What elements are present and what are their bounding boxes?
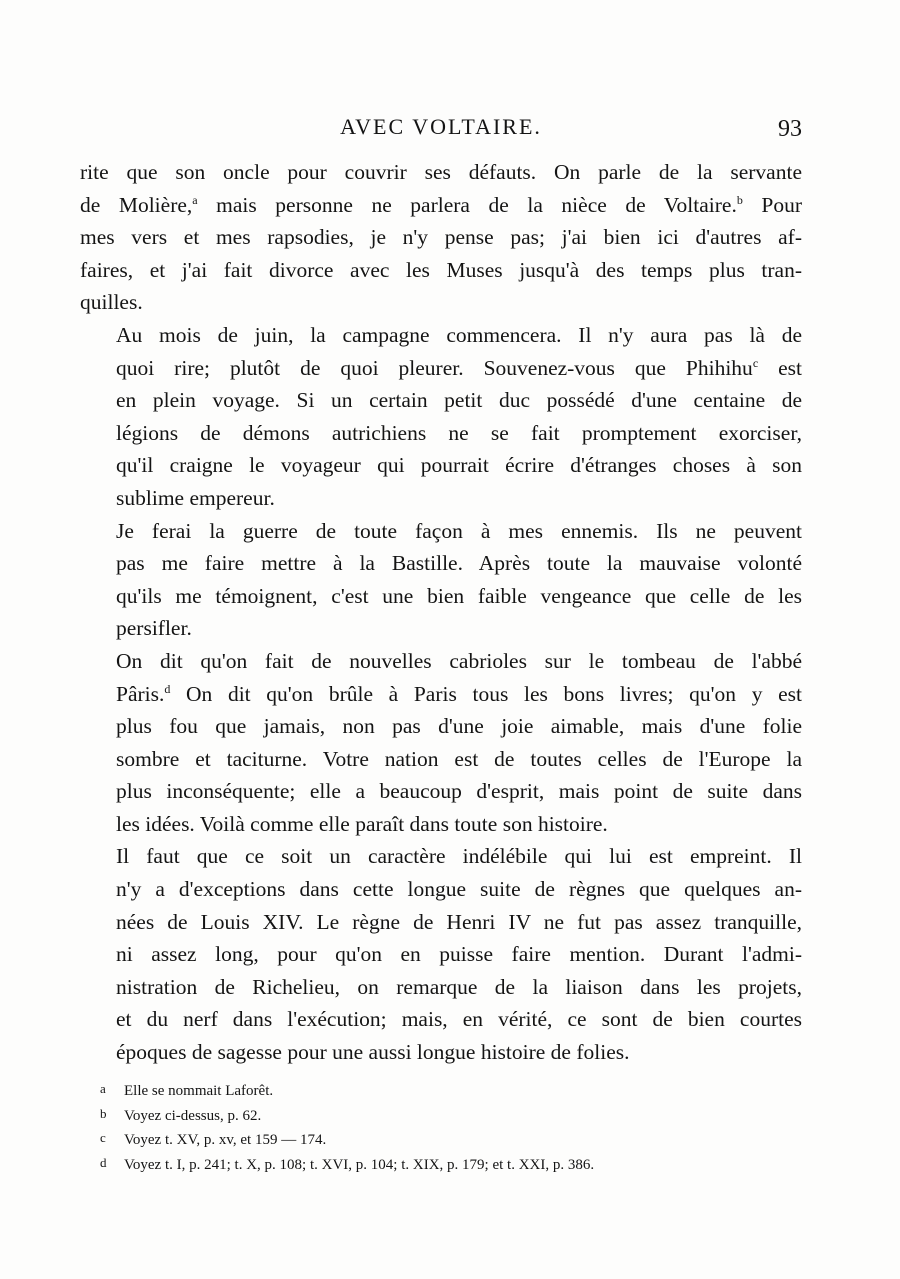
text-line: [80, 1003, 802, 1036]
text-segment: Pâris.: [116, 681, 165, 706]
text-line: [80, 906, 802, 939]
text-segment: nées de Louis XIV. Le règne de Henri IV ne fut pas assez tranquille,: [116, 909, 802, 934]
paragraph: [80, 515, 802, 645]
text-line: [80, 873, 802, 906]
text-line: [80, 547, 802, 580]
text-segment: en plein voyage. Si un certain petit duc possédé d'une centaine de: [116, 388, 802, 413]
footnote-mark: c: [100, 1130, 106, 1145]
text-segment: n'y a d'exceptions dans cette longue suite de règnes que quelques an-: [116, 877, 802, 902]
text-line: [80, 743, 802, 776]
text-line: [80, 710, 802, 743]
text-segment: Pour: [742, 192, 802, 217]
footnote-mark: b: [100, 1105, 107, 1121]
text-line: [80, 449, 802, 482]
text-line: [80, 482, 802, 515]
text-segment: Il faut que ce soit un caractère indélébile qui lui est empreint. Il: [116, 844, 802, 869]
text-line: [80, 1036, 802, 1069]
page-number: 93: [778, 116, 802, 142]
text-segment: rite que son oncle pour couvrir ses défauts. On parle de la servante: [80, 160, 802, 184]
text-segment: faires, et j'ai fait divorce avec les Muses jusqu'à des temps plus tran-: [80, 257, 802, 282]
text-line: [80, 808, 802, 841]
text-segment: mais personne ne parlera de la nièce de Voltaire.: [197, 192, 737, 217]
text-segment: plus fou que jamais, non pas d'une joie aimable, mais d'une folie: [116, 714, 802, 739]
text-segment: légions de démons autrichiens ne se fait promptement exorciser,: [116, 420, 802, 445]
footnote-text: Voyez t. XV, p. xv, et 159 — 174.: [124, 1132, 327, 1148]
text-line: [80, 189, 802, 222]
footnote: [100, 1103, 800, 1128]
footnote-reference: a: [192, 192, 198, 207]
text-line: [80, 319, 802, 352]
text-line: [80, 645, 802, 678]
footnotes: [100, 1078, 800, 1176]
text-line: [80, 286, 802, 319]
text-line: [80, 352, 802, 385]
text-line: [80, 938, 802, 971]
text-segment: quilles.: [80, 290, 143, 315]
text-line: [80, 612, 802, 645]
text-line: [80, 678, 802, 711]
text-line: [80, 221, 802, 254]
text-segment: plus inconséquente; elle a beaucoup d'esprit, mais point de suite dans: [116, 779, 802, 804]
paragraph: [80, 156, 802, 319]
text-line: [80, 384, 802, 417]
running-title: AVEC VOLTAIRE.: [340, 114, 542, 139]
footnote-mark: d: [100, 1154, 107, 1170]
text-segment: nistration de Richelieu, on remarque de la liaison dans les projets,: [116, 974, 802, 999]
text-line: [80, 417, 802, 450]
text-segment: les idées. Voilà comme elle paraît dans toute son histoire.: [116, 811, 608, 836]
footnote-reference: d: [164, 681, 171, 696]
text-segment: Je ferai la guerre de toute façon à mes ennemis. Ils ne peuvent: [116, 518, 802, 543]
text-line: [80, 156, 802, 189]
footnote: [100, 1127, 800, 1152]
text-segment: qu'il craigne le voyageur qui pourrait écrire d'étranges choses à son: [116, 453, 802, 478]
text-line: [80, 840, 802, 873]
footnote-text: Voyez t. I, p. 241; t. X, p. 108; t. XVI, p. 104; t. XIX, p. 179; et t. XXI, p. 386.: [124, 1156, 595, 1173]
paragraph: [80, 840, 802, 1068]
running-head: [80, 114, 802, 144]
text-line: [80, 971, 802, 1004]
paragraph: [80, 645, 802, 841]
text-segment: est: [758, 355, 802, 380]
text-segment: qu'ils me témoignent, c'est une bien faible vengeance que celle de les: [116, 583, 802, 608]
text-segment: sombre et taciturne. Votre nation est de toutes celles de l'Europe la: [116, 746, 802, 771]
text-line: [80, 580, 802, 613]
footnote-mark: a: [100, 1081, 106, 1096]
text-segment: sublime empereur.: [116, 485, 275, 510]
text-segment: pas me faire mettre à la Bastille. Après toute la mauvaise volonté: [116, 551, 802, 576]
footnote-text: Elle se nommait Laforêt.: [124, 1083, 274, 1099]
text-segment: quoi rire; plutôt de quoi pleurer. Souvenez-vous que Phihihu: [116, 355, 753, 380]
text-segment: On dit qu'on fait de nouvelles cabrioles sur le tombeau de l'abbé: [116, 648, 802, 673]
text-line: [80, 775, 802, 808]
footnote: [100, 1152, 800, 1177]
text-line: [80, 515, 802, 548]
text-segment: de Molière,: [80, 192, 193, 217]
footnote: [100, 1078, 800, 1103]
text-segment: Au mois de juin, la campagne commencera. Il n'y aura pas là de: [116, 322, 802, 347]
footnote-reference: c: [752, 355, 759, 370]
text-segment: mes vers et mes rapsodies, je n'y pense pas; j'ai bien ici d'autres af-: [80, 225, 802, 250]
footnote-text: Voyez ci-dessus, p. 62.: [124, 1107, 262, 1124]
text-segment: persifler.: [116, 616, 192, 641]
text-segment: On dit qu'on brûle à Paris tous les bons livres; qu'on y est: [170, 681, 802, 706]
text-segment: époques de sagesse pour une aussi longue histoire de folies.: [116, 1040, 630, 1065]
footnote-reference: b: [736, 192, 743, 207]
text-segment: ni assez long, pour qu'on en puisse faire mention. Durant l'admi-: [116, 942, 802, 967]
text-line: [80, 254, 802, 287]
paragraph: [80, 319, 802, 515]
text-segment: et du nerf dans l'exécution; mais, en vérité, ce sont de bien courtes: [116, 1007, 802, 1032]
body-text: [80, 156, 802, 1069]
